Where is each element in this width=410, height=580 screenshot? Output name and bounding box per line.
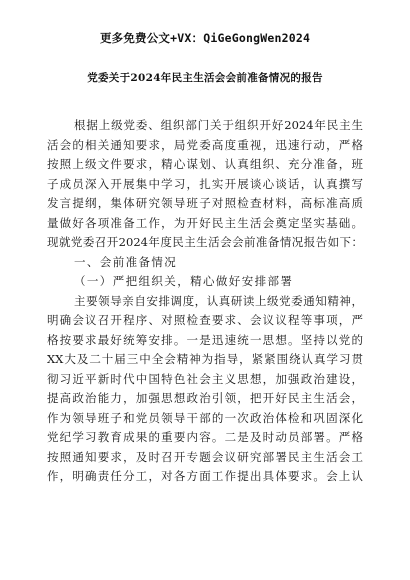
document-body — [47, 116, 363, 487]
body-line: 作，明确责任分工，对各方面工作提出具体要求。会上认 — [47, 469, 363, 483]
intro-line: 活会的相关通知要求，局党委高度重视，迅速行动，严格 — [47, 137, 363, 152]
body-line: 按照通知要求，及时召开专题会议研究部署民主生活会工 — [47, 449, 363, 464]
body-line: 党纪学习教育成果的重要内容。二是及时动员部署。严格 — [47, 430, 363, 444]
document-title: 党委关于2024年民主生活会会前准备情况的报告 — [87, 72, 323, 84]
body-line: 彻习近平新时代中国特色社会主义思想，加强政治建设， — [47, 371, 363, 386]
body-line: 提高政治能力，加强思想政治引领，把开好民主生活会， — [47, 391, 363, 405]
promo-header: 更多免费公文+VX：QiGeGongWen2024 — [99, 31, 311, 45]
intro-line: 量做好各项准备工作，为开好民主生活会奠定坚实基础。 — [47, 215, 363, 230]
body-line: 主要领导亲自安排调度，认真研读上级党委通知精神， — [74, 293, 363, 308]
intro-line: 按照上级文件要求，精心谋划、认真组织、充分准备，班 — [47, 157, 363, 171]
intro-line: 现就党委召开2024年度民主生活会会前准备情况报告如下： — [47, 235, 363, 249]
intro-line: 根据上级党委、组织部门关于组织开好2024年民主生 — [74, 118, 363, 132]
section-heading: 一、会前准备情况 — [74, 254, 178, 269]
intro-line: 发言提纲，集体研究领导班子对照检查材料，高标准高质 — [47, 196, 363, 210]
subsection-heading: （一）严把组织关，精心做好安排部署 — [74, 274, 294, 288]
body-line: 明确会议召开程序、对照检查要求、会议议程等事项，严 — [47, 313, 363, 327]
body-line: 格按要求最好统筹安排。一是迅速统一思想。坚持以党的 — [47, 332, 363, 347]
body-line: 作为领导班子和党员领导干部的一次政治体检和巩固深化 — [47, 410, 363, 425]
intro-line: 子成员深入开展集中学习，扎实开展谈心谈话，认真撰写 — [47, 176, 363, 191]
body-line: XX大及二十届三中全会精神为指导，紧紧围绕认真学习贯 — [47, 352, 363, 366]
